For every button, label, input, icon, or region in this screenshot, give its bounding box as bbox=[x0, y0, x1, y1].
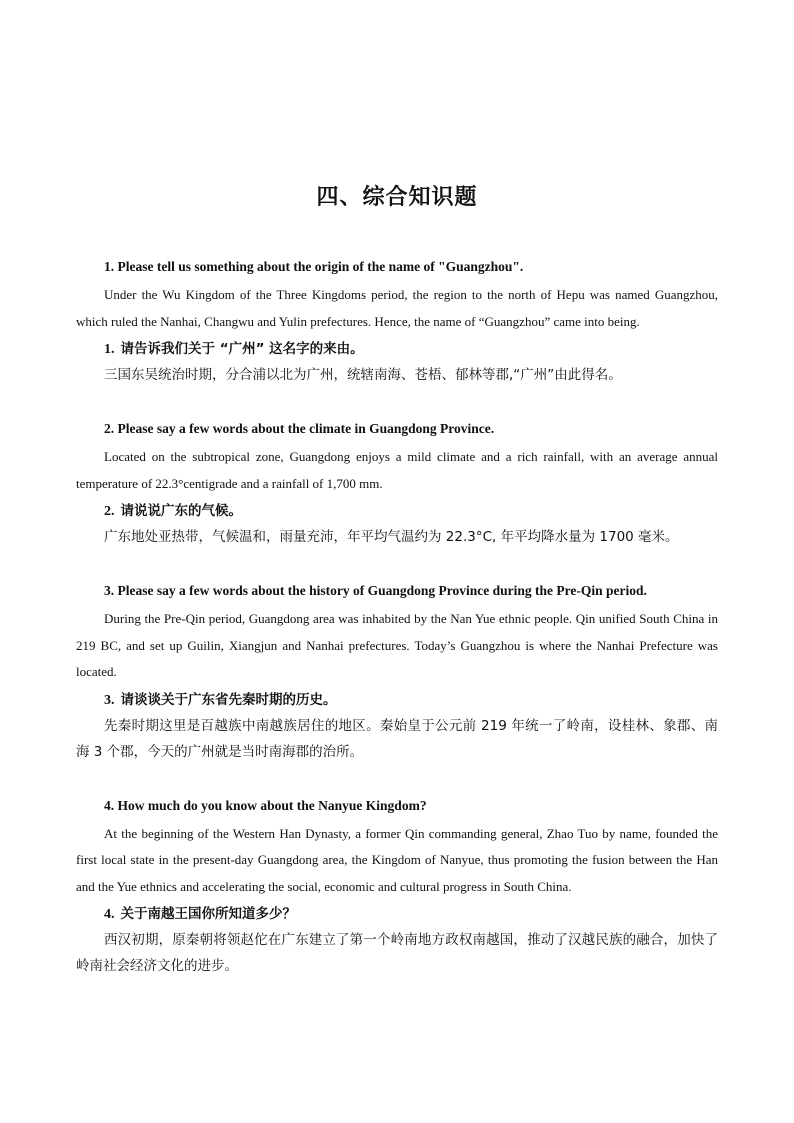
english-question: 1. Please tell us something about the origin of the name of "Guangzhou". bbox=[104, 259, 524, 274]
english-answer: During the Pre-Qin period, Guangdong area was inhabited by the Nan Yue ethnic people. Qin unified South China in 219 BC, and set up Guilin, Xiangjun and Nanhai prefectures. Today’s Guangzhou is where the Nanhai Prefecture was located. bbox=[76, 611, 718, 679]
chinese-question-text: 请谈谈关于广东省先秦时期的历史。 bbox=[120, 691, 337, 708]
chinese-answer: 三国东吴统治时期，分合浦以北为广州，统辖南海、苍梧、郁林等郡,“广州”由此得名。 bbox=[104, 367, 622, 383]
content-body bbox=[76, 256, 718, 979]
english-question: 2. Please say a few words about the climate in Guangdong Province. bbox=[104, 421, 495, 436]
question-section-1 bbox=[76, 256, 718, 388]
chinese-question-number: 1. bbox=[104, 342, 115, 357]
chinese-question-text: 关于南越王国你所知道多少？ bbox=[120, 906, 296, 922]
chinese-question-number: 4. bbox=[104, 907, 115, 922]
english-answer: Located on the subtropical zone, Guangdong enjoys a mild climate and a rich rainfall, with an average annual temperature of 22.3°centigrade and a rainfall of 1,700 mm. bbox=[76, 449, 718, 491]
chinese-question-text: 请告诉我们关于 “广州” 这名字的来由。 bbox=[120, 341, 364, 357]
chinese-question-number: 2. bbox=[104, 504, 115, 519]
page-title: 四、综合知识题 bbox=[316, 185, 478, 210]
chinese-answer: 广东地处亚热带，气候温和，雨量充沛，年平均气温约为 22.3°C, 年平均降水量为 1700 毫米。 bbox=[104, 529, 679, 545]
chinese-question bbox=[76, 499, 718, 524]
question-section-2 bbox=[76, 418, 718, 550]
english-answer: At the beginning of the Western Han Dynasty, a former Qin commanding general, Zhao Tuo by name, founded the first local state in the present-day Guangdong area, the Kingdom of Nanyue, thus promoting the fusion between the Han and the Yue ethnics and accelerating the social, economic and cultural progress in South China. bbox=[76, 825, 718, 894]
question-section-3 bbox=[76, 580, 718, 765]
chinese-question-text: 请说说广东的气候。 bbox=[120, 503, 242, 519]
english-question: 3. Please say a few words about the history of Guangdong Province during the Pre-Qin period. bbox=[104, 583, 647, 598]
chinese-question bbox=[76, 902, 718, 927]
chinese-question bbox=[76, 337, 718, 362]
chinese-question bbox=[76, 688, 718, 713]
question-section-4 bbox=[76, 795, 718, 980]
chinese-answer: 西汉初期，原秦朝将领赵佗在广东建立了第一个岭南地方政权南越国，推动了汉越民族的融合，加快了岭南社会经济文化的进步。 bbox=[76, 932, 718, 974]
english-question: 4. How much do you know about the Nanyue Kingdom? bbox=[104, 797, 427, 813]
chinese-question-number: 3. bbox=[104, 692, 115, 708]
chinese-answer: 先秦时期这里是百越族中南越族居住的地区。秦始皇于公元前 219 年统一了岭南，设桂林、象郡、南海 3 个郡，今天的广州就是当时南海郡的治所。 bbox=[76, 717, 718, 760]
english-answer: Under the Wu Kingdom of the Three Kingdoms period, the region to the north of Hepu was named Guangzhou, which ruled the Nanhai, Changwu and Yulin prefectures. Hence, the name of “Guangzhou” came into being. bbox=[76, 287, 718, 329]
